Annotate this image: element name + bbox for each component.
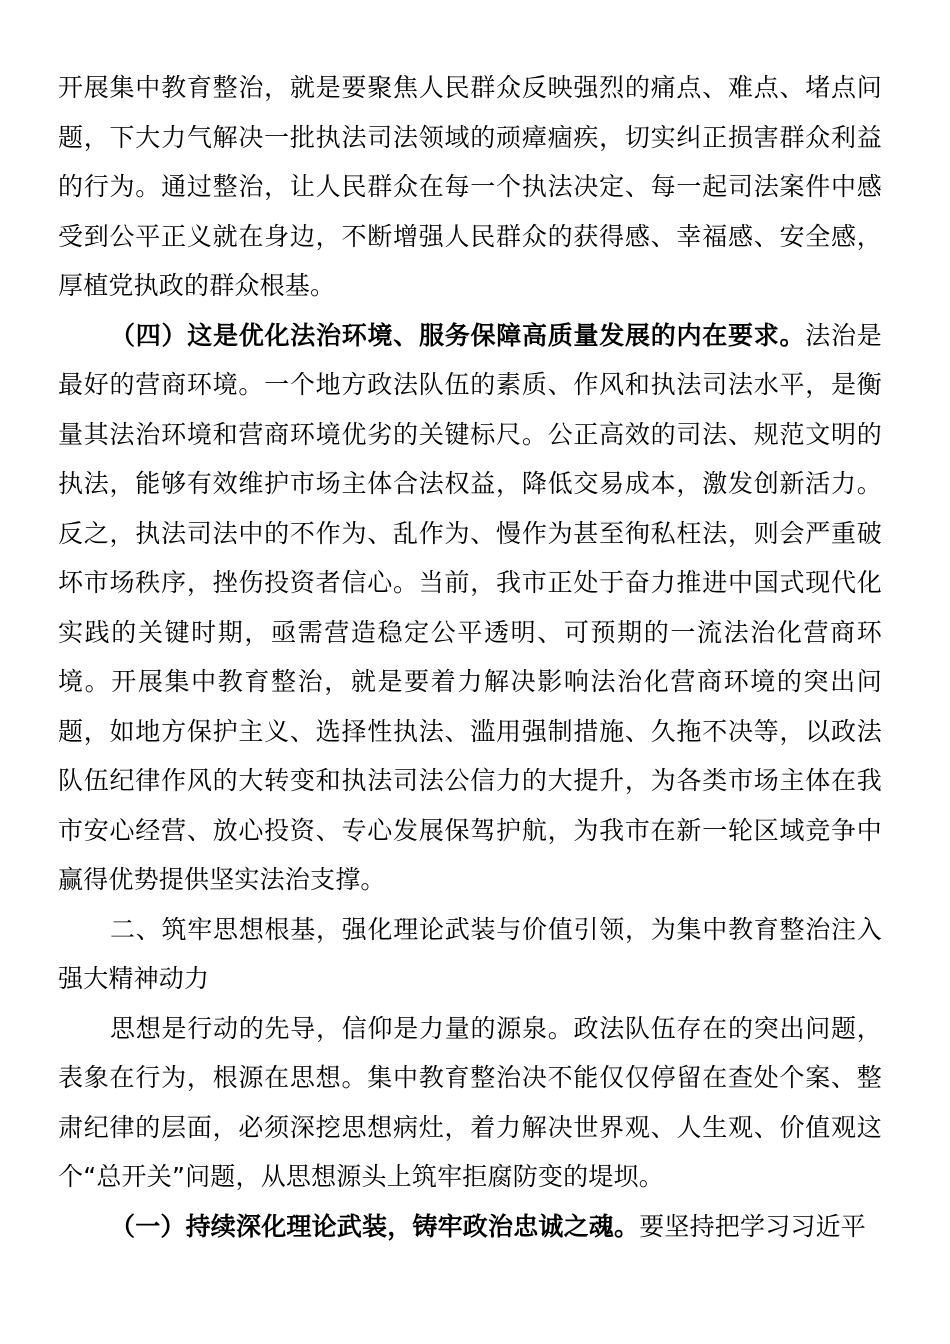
section-heading-one: （一）持续深化理论武装，铸牢政治忠诚之魂。	[110, 1211, 640, 1241]
paragraph-text: 开展集中教育整治，就是要聚焦人民群众反映强烈的痛点、难点、堵点问题，下大力气解决一批执法司法领域的顽瘴痼疾，切实纠正损害群众利益的行为。通过整治，让人民群众在每一个执法决定、每一起司法案件中感受到公平正义就在身边，不断增强人民群众的获得感、幸福感、安全感，厚植党执政的群众根基。	[58, 73, 882, 300]
section-heading-four: （四）这是优化法治环境、服务保障高质量发展的内在要求。	[110, 320, 806, 350]
paragraph-section-four	[58, 311, 882, 905]
paragraph-text: 要坚持把学习习近平	[639, 1211, 867, 1241]
chapter-heading-text: 二、筑牢思想根基，强化理论武装与价值引领，为集中教育整治注入强大精神动力	[58, 914, 882, 993]
document-page	[58, 63, 882, 1251]
paragraph-text: 思想是行动的先导，信仰是力量的源泉。政法队伍存在的突出问题，表象在行为，根源在思想。集中教育整治决不能仅仅停留在查处个案、整肃纪律的层面，必须深挖思想病灶，着力解决世界观、人生观、价值观这个“总开关”问题，从思想源头上筑牢拒腐防变的堤坝。	[58, 1013, 882, 1191]
chapter-heading-two	[58, 905, 882, 1004]
paragraph-text: 法治是最好的营商环境。一个地方政法队伍的素质、作风和执法司法水平，是衡量其法治环境和营商环境优劣的关键标尺。公正高效的司法、规范文明的执法，能够有效维护市场主体合法权益，降低交易成本，激发创新活力。反之，执法司法中的不作为、乱作为、慢作为甚至徇私枉法，则会严重破坏市场秩序，挫伤投资者信心。当前，我市正处于奋力推进中国式现代化实践的关键时期，亟需营造稳定公平透明、可预期的一流法治化营商环境。开展集中教育整治，就是要着力解决影响法治化营商环境的突出问题，如地方保护主义、选择性执法、滥用强制措施、久拖不决等，以政法队伍纪律作风的大转变和执法司法公信力的大提升，为各类市场主体在我市安心经营、放心投资、专心发展保驾护航，为我市在新一轮区域竞争中赢得优势提供坚实法治支撑。	[58, 320, 882, 894]
paragraph-continuation	[58, 63, 882, 311]
paragraph-intro	[58, 1004, 882, 1202]
paragraph-section-one	[58, 1202, 882, 1252]
